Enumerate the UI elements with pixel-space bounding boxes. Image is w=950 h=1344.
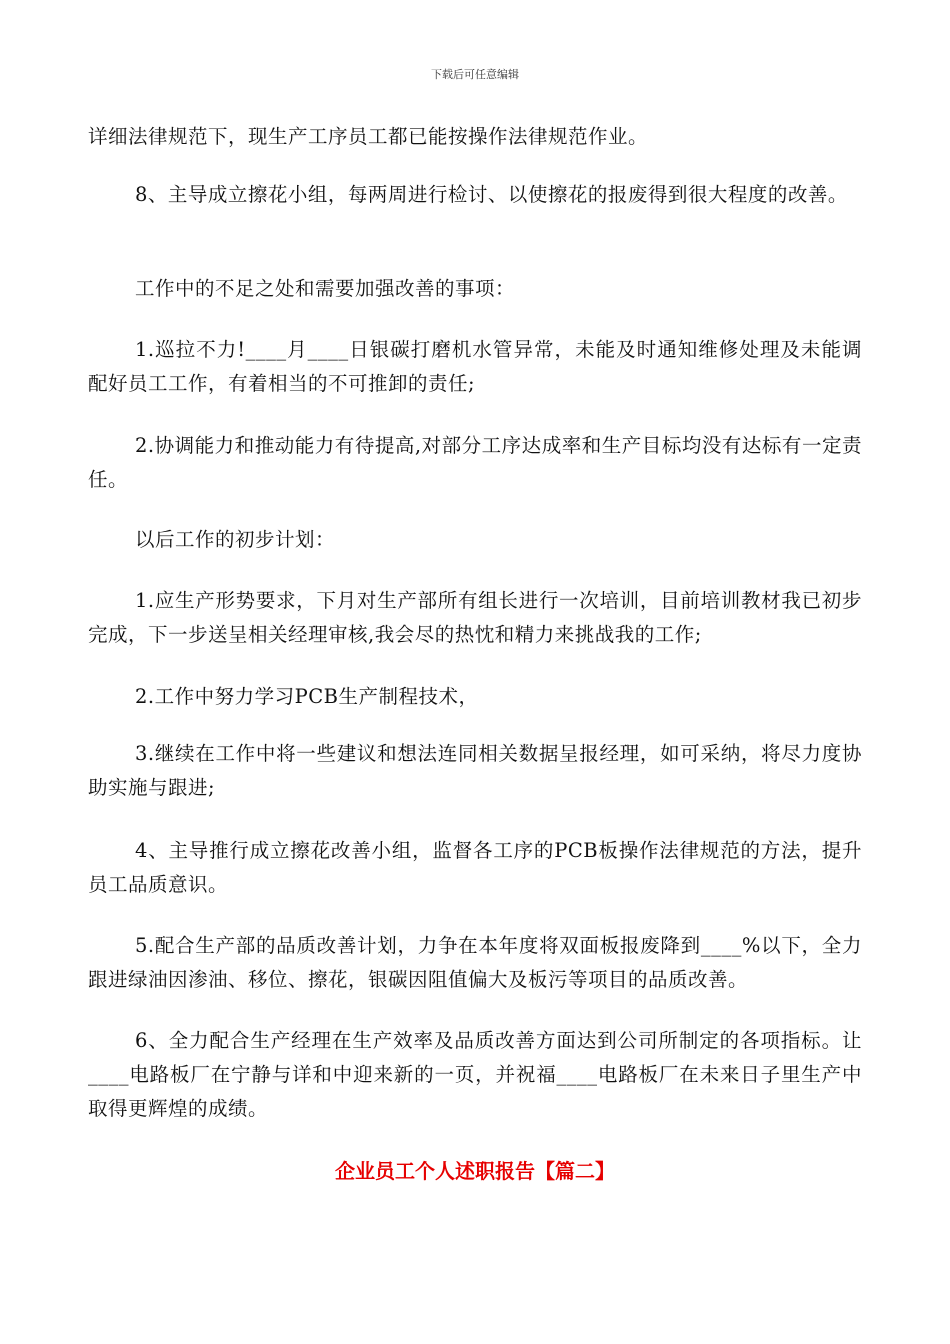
paragraph-5: 2.协调能力和推动能力有待提高,对部分工序达成率和生产目标均没有达标有一定责任。 xyxy=(88,434,862,491)
paragraph-7: 1.应生产形势要求，下月对生产部所有组长进行一次培训，目前培训教材我已初步完成，下一步送呈相关经理审核,我会尽的热忱和精力来挑战我的工作; xyxy=(88,589,862,646)
paragraph-9: 3.继续在工作中将一些建议和想法连同相关数据呈报经理，如可采纳，将尽力度协助实施与跟进; xyxy=(88,742,862,799)
paragraph-8: 2.工作中努力学习PCB生产制程技术， xyxy=(135,685,479,708)
paragraph-2: 8、主导成立擦花小组，每两周进行检讨、以使擦花的报废得到很大程度的改善。 xyxy=(135,183,848,206)
paragraph-12: 6、全力配合生产经理在生产效率及品质改善方面达到公司所制定的各项指标。让____电路板厂在宁静与详和中迎来新的一页，并祝福____电路板厂在未来日子里生产中取得更辉煌的成绩。 xyxy=(88,1029,862,1120)
section-title: 企业员工个人述职报告【篇二】 xyxy=(335,1159,615,1183)
paragraph-10: 4、主导推行成立擦花改善小组，监督各工序的PCB板操作法律规范的方法，提升员工品质意识。 xyxy=(88,839,862,896)
page-header: 下载后可任意编辑 xyxy=(431,68,519,81)
paragraph-11: 5.配合生产部的品质改善计划，力争在本年度将双面板报废降到____%以下，全力跟进绿油因渗油、移位、擦花，银碳因阻值偏大及板污等项目的品质改善。 xyxy=(88,934,862,991)
paragraph-4: 1.巡拉不力!____月____日银碳打磨机水管异常，未能及时通知维修处理及未能调配好员工工作，有着相当的不可推卸的责任; xyxy=(88,338,862,395)
paragraph-1: 详细法律规范下，现生产工序员工都已能按操作法律规范作业。 xyxy=(88,125,649,148)
paragraph-6: 以后工作的初步计划： xyxy=(135,528,336,551)
paragraph-3: 工作中的不足之处和需要加强改善的事项： xyxy=(135,277,516,300)
